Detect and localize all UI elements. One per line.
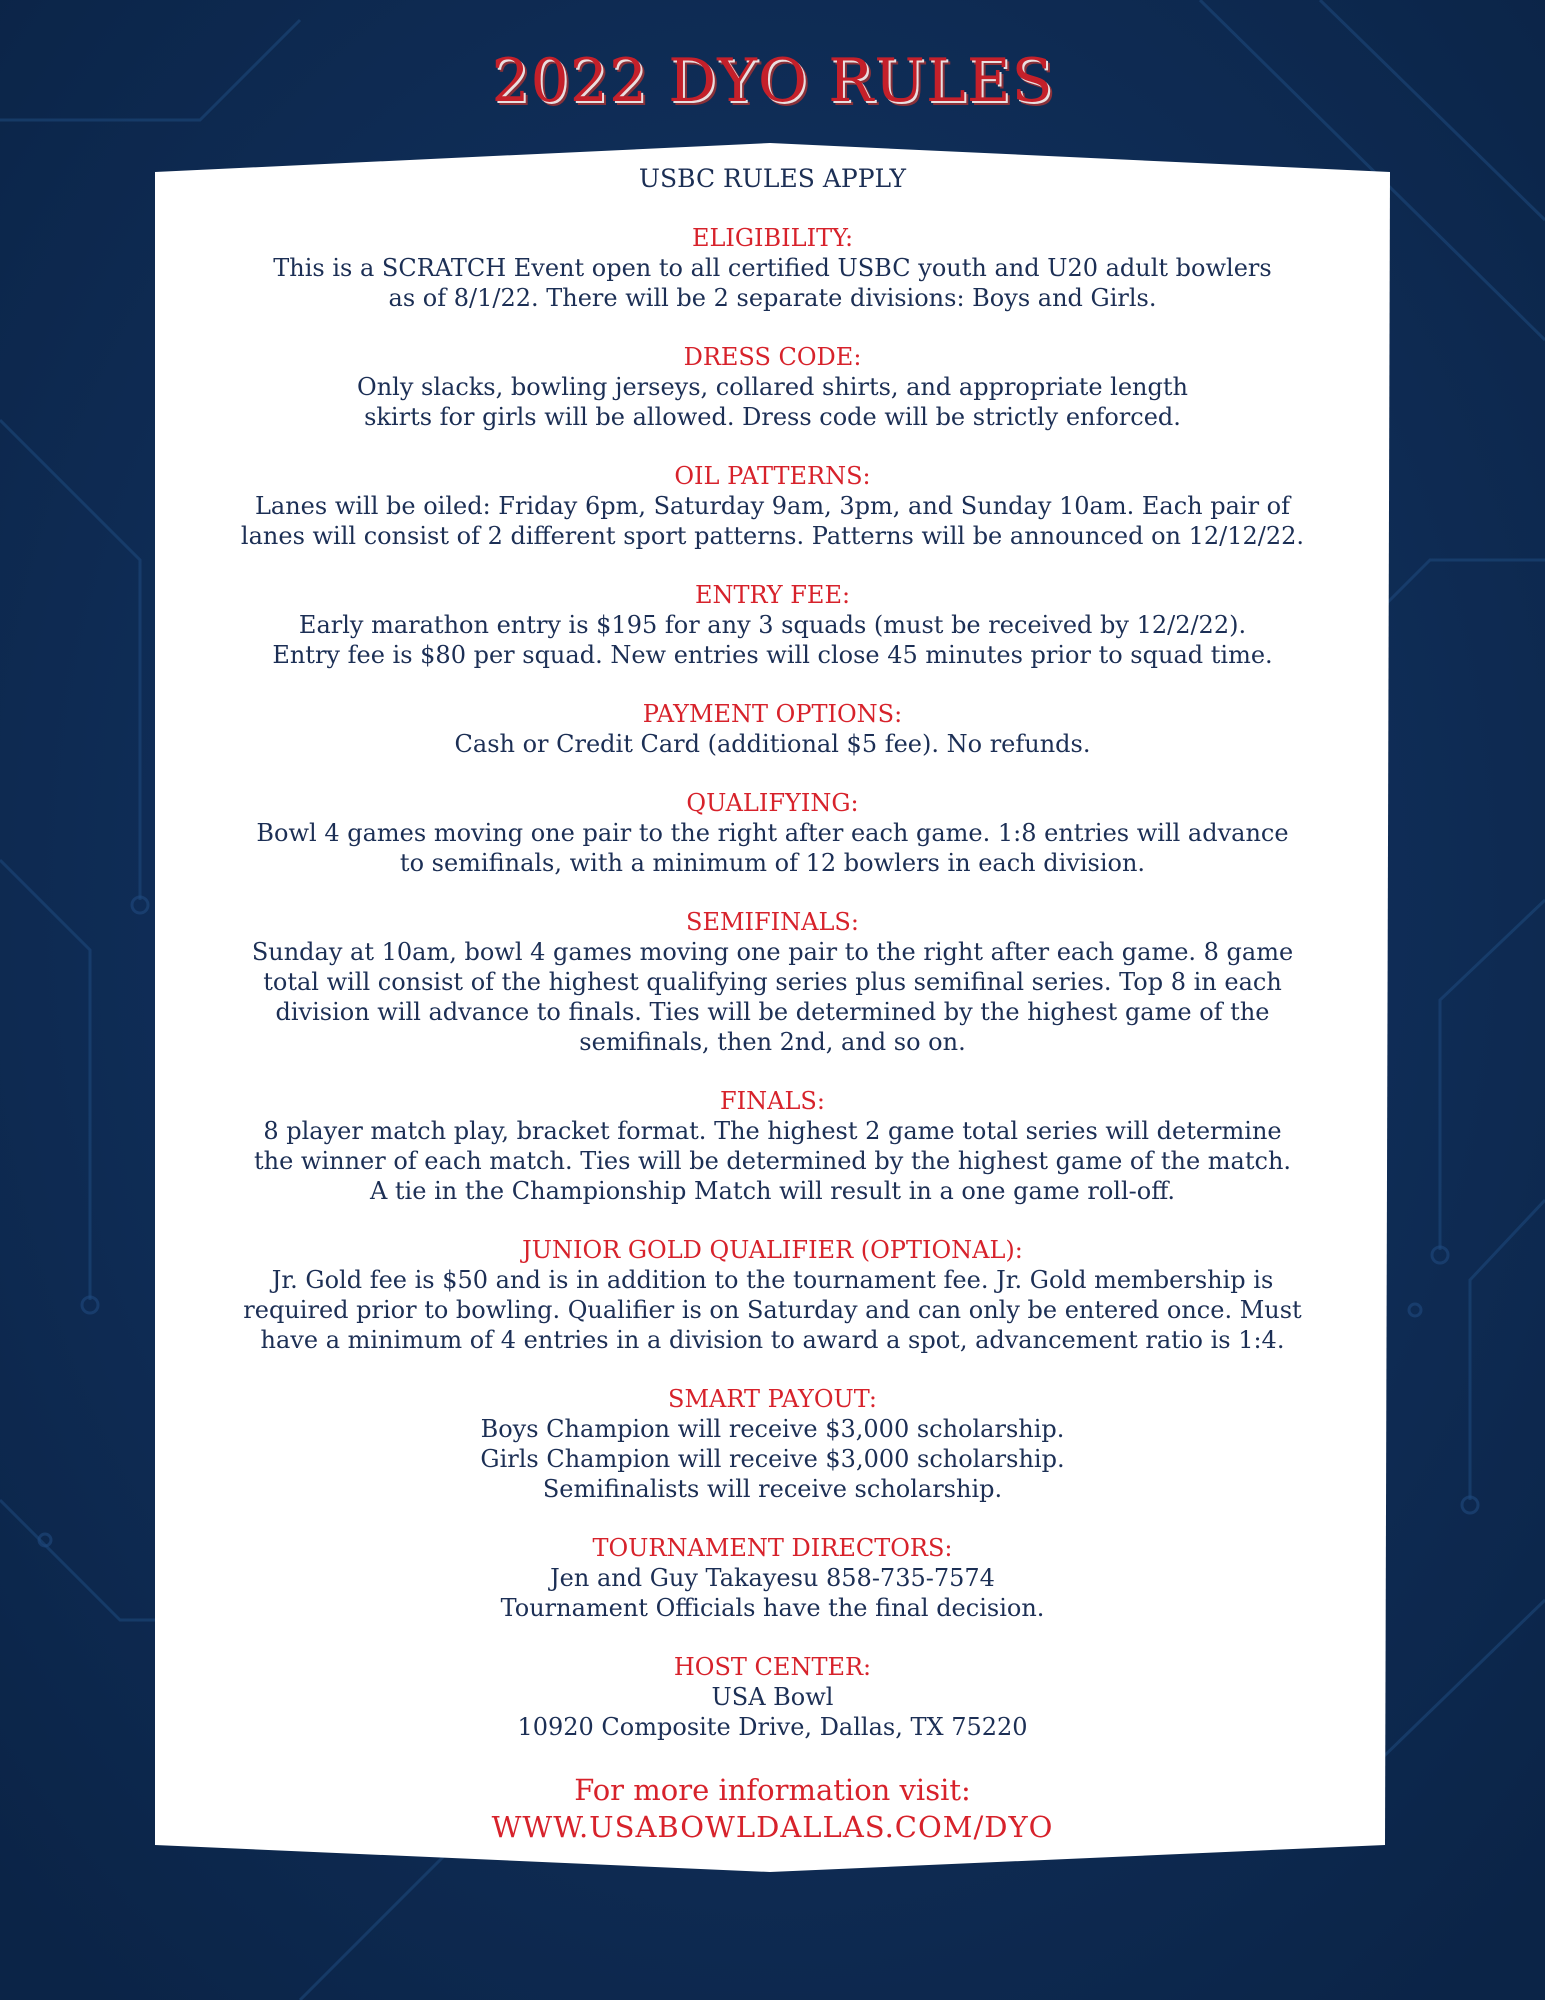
section-heading: FINALS: — [720, 1087, 825, 1115]
section-text-line: have a minimum of 4 entries in a division to award a spot, advancement ratio is 1:4. — [260, 1326, 1285, 1354]
section-text-line: A tie in the Championship Match will result in a one game roll-off. — [369, 1177, 1176, 1205]
more-info-url-link[interactable]: WWW.USABOWLDALLAS.COM/DYO — [491, 1810, 1054, 1844]
section-oil-patterns — [180, 461, 1365, 551]
section-text-line: Entry fee is $80 per squad. New entries will close 45 minutes prior to squad time. — [272, 641, 1273, 669]
section-qualifying — [180, 788, 1365, 878]
section-heading: QUALIFYING: — [686, 789, 859, 817]
section-tournament-directors — [180, 1533, 1365, 1623]
section-text-line: as of 8/1/22. There will be 2 separate divisions: Boys and Girls. — [388, 284, 1157, 312]
more-info-footer — [180, 1772, 1365, 1846]
section-text-line: Cash or Credit Card (additional $5 fee). No refunds. — [454, 730, 1091, 758]
section-heading: SMART PAYOUT: — [668, 1385, 877, 1413]
section-finals — [180, 1086, 1365, 1206]
section-heading: TOURNAMENT DIRECTORS: — [592, 1534, 953, 1562]
section-junior-gold-qualifier — [180, 1235, 1365, 1355]
section-heading: ENTRY FEE: — [694, 581, 851, 609]
section-text-line: Only slacks, bowling jerseys, collared shirts, and appropriate length — [357, 373, 1188, 401]
more-info-prompt: For more information visit: — [574, 1773, 971, 1807]
rules-content — [180, 158, 1365, 1846]
section-semifinals — [180, 907, 1365, 1057]
section-heading: OIL PATTERNS: — [674, 462, 871, 490]
section-payment-options — [180, 699, 1365, 759]
section-text-line: total will consist of the highest qualifying series plus semifinal series. Top 8 in each — [263, 968, 1282, 996]
section-text-line: This is a SCRATCH Event open to all certified USBC youth and U20 adult bowlers — [273, 254, 1272, 282]
section-entry-fee — [180, 580, 1365, 670]
section-heading: DRESS CODE: — [683, 343, 862, 371]
section-text-line: lanes will consist of 2 different sport patterns. Patterns will be announced on 12/12/22. — [240, 522, 1305, 550]
section-heading: PAYMENT OPTIONS: — [642, 700, 903, 728]
section-text-line: Semifinalists will receive scholarship. — [542, 1475, 1003, 1503]
section-text-line: Tournament Officials have the final decision. — [500, 1594, 1045, 1622]
section-text-line: Sunday at 10am, bowl 4 games moving one pair to the right after each game. 8 game — [251, 938, 1294, 966]
section-text-line: Jr. Gold fee is $50 and is in addition to the tournament fee. Jr. Gold membership is — [271, 1266, 1274, 1294]
section-text-line: required prior to bowling. Qualifier is on Saturday and can only be entered once. Must — [243, 1296, 1302, 1324]
section-host-center — [180, 1652, 1365, 1742]
section-text-line: USA Bowl — [711, 1683, 834, 1711]
section-smart-payout — [180, 1384, 1365, 1504]
section-text-line: to semifinals, with a minimum of 12 bowlers in each division. — [399, 849, 1146, 877]
section-text-line: Early marathon entry is $195 for any 3 squads (must be received by 12/2/22). — [298, 611, 1247, 639]
section-heading: HOST CENTER: — [673, 1653, 872, 1681]
section-text-line: Boys Champion will receive $3,000 scholarship. — [480, 1415, 1065, 1443]
section-text-line: semifinals, then 2nd, and so on. — [579, 1028, 966, 1056]
section-text-line: division will advance to finals. Ties will be determined by the highest game of the — [275, 998, 1270, 1026]
section-heading: JUNIOR GOLD QUALIFIER (OPTIONAL): — [522, 1236, 1023, 1264]
section-text-line: skirts for girls will be allowed. Dress code will be strictly enforced. — [364, 403, 1181, 431]
section-text-line: Bowl 4 games moving one pair to the right after each game. 1:8 entries will advance — [256, 819, 1289, 847]
usbc-rules-note: USBC RULES APPLY — [638, 164, 907, 193]
section-text-line: Jen and Guy Takayesu 858-735-7574 — [550, 1564, 995, 1592]
section-text-line: 8 player match play, bracket format. The highest 2 game total series will determine — [263, 1117, 1282, 1145]
page-title: 2022 DYO RULES — [491, 46, 1054, 116]
section-dress-code — [180, 342, 1365, 432]
section-text-line: the winner of each match. Ties will be determined by the highest game of the match. — [253, 1147, 1292, 1175]
section-eligibility — [180, 223, 1365, 313]
section-heading: ELIGIBILITY: — [691, 224, 854, 252]
section-heading: SEMIFINALS: — [686, 908, 859, 936]
section-text-line: Girls Champion will receive $3,000 scholarship. — [480, 1445, 1065, 1473]
section-text-line: 10920 Composite Drive, Dallas, TX 75220 — [517, 1713, 1028, 1741]
section-text-line: Lanes will be oiled: Friday 6pm, Saturday 9am, 3pm, and Sunday 10am. Each pair of — [254, 492, 1291, 520]
